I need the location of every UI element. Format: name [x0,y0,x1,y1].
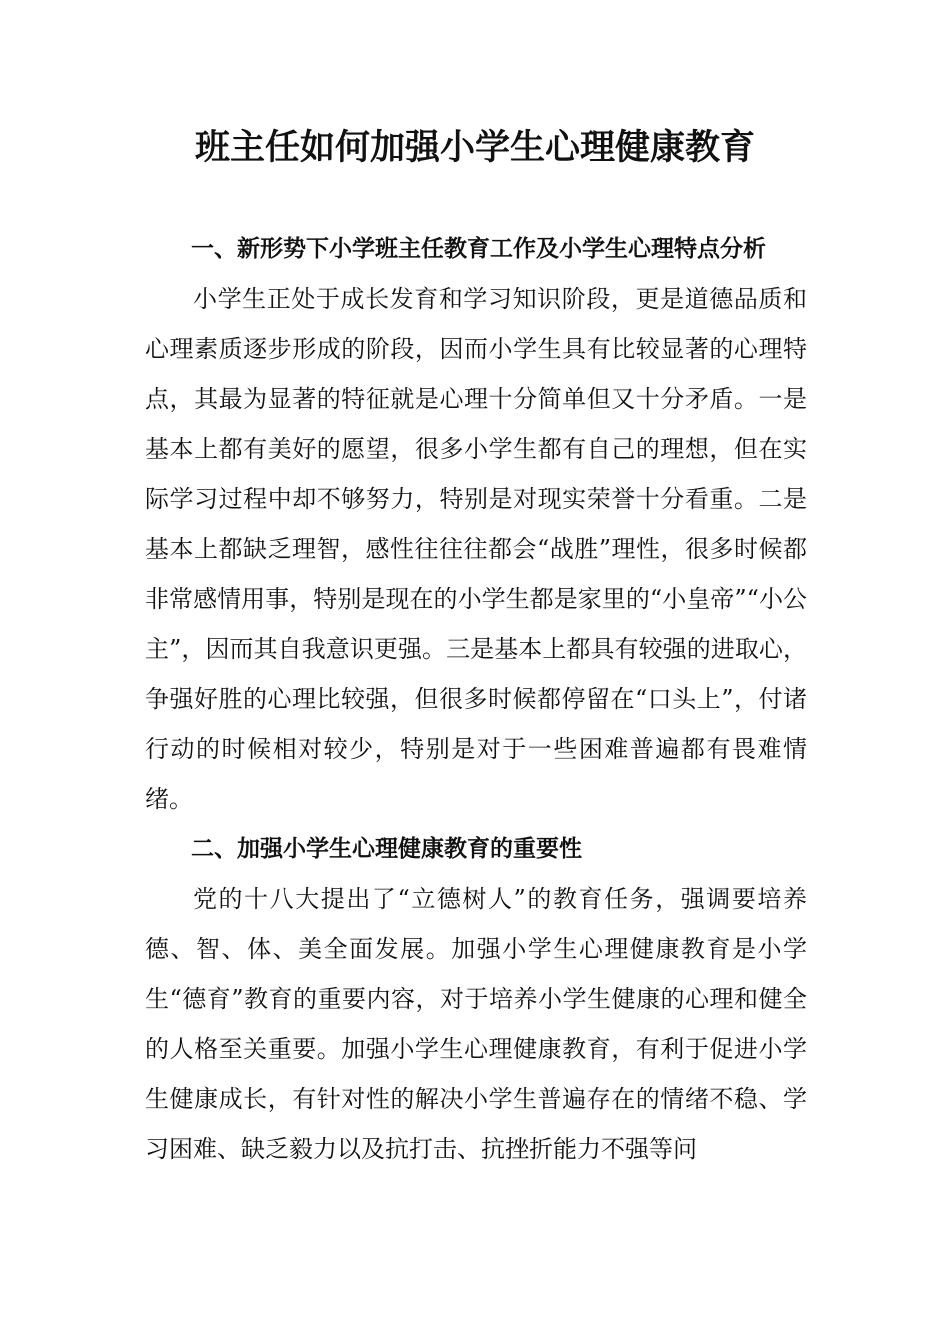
document-title: 班主任如何加强小学生心理健康教育 [194,127,755,168]
section-paragraph-1: 小学生正处于成长发育和学习知识阶段，更是道德品质和心理素质逐步形成的阶段，因而小学生具有比较显著的心理特点，其最为显著的特征就是心理十分简单但又十分矛盾。一是基本上都有美好的愿望，很多小学生都有自己的理想，但在实际学习过程中却不够努力，特别是对现实荣誉十分看重。二是基本上都缺乏理智，感性往往往都会“战胜”理性，很多时候都非常感情用事，特别是现在的小学生都是家里的“小皇帝”“小公主”，因而其自我意识更强。三是基本上都具有较强的进取心，争强好胜的心理比较强，但很多时候都停留在“口头上”，付诸行动的时候相对较少，特别是对于一些困难普遍都有畏难情绪。 [145,285,807,813]
section-paragraph-2: 党的十八大提出了“立德树人”的教育任务，强调要培养德、智、体、美全面发展。加强小学生心理健康教育是小学生“德育”教育的重要内容，对于培养小学生健康的心理和健全的人格至关重要。加强小学生心理健康教育，有利于促进小学生健康成长，有针对性的解决小学生普遍存在的情绪不稳、学习困难、缺乏毅力以及抗打击、抗挫折能力不强等问 [145,885,807,1163]
section-heading-1: 一、新形势下小学班主任教育工作及小学生心理特点分析 [191,236,766,262]
document-body [145,224,807,1174]
section-heading-2: 二、加强小学生心理健康教育的重要性 [191,836,582,862]
